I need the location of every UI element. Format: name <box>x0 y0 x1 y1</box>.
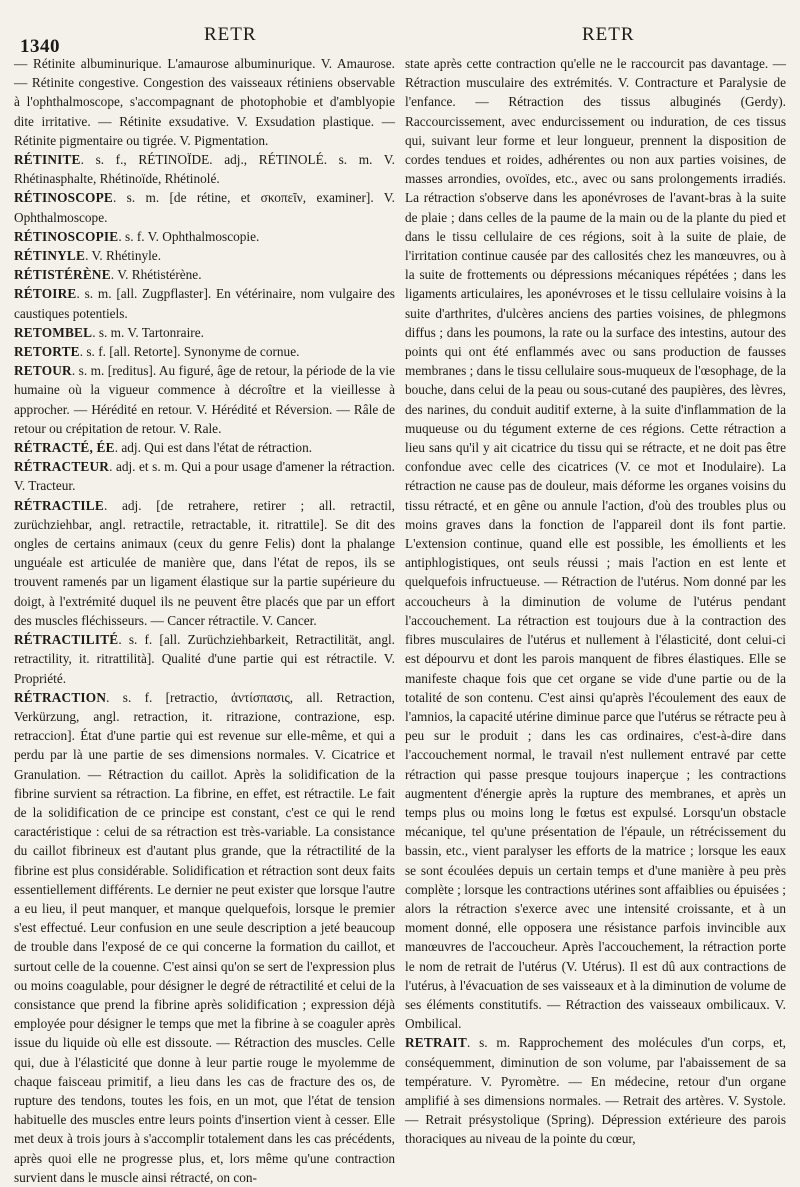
page-header <box>14 18 786 57</box>
entry-retombel: RETOMBEL. s. m. V. Tartonraire. <box>14 324 204 340</box>
page-number: 1340 <box>20 36 60 57</box>
right-column <box>405 54 786 1187</box>
entry-retracte: RÉTRACTÉ, ÉE. adj. Qui est dans l'état de rétraction. <box>14 440 313 456</box>
entry-retrait: RETRAIT. s. m. Rapprochement des molécules d'un corps, et, conséquemment, diminution de son volume, par l'abaissement de sa température. V. Pyromètre. — En médecine, retour d'un organe amplifié à ses dimensions normales. — Retrait des artères. V. Systole. — Retrait présystolique (Spring). Dépression extérieure des parois thoraciques au niveau de la pointe du cœur, <box>405 1035 786 1147</box>
entry-retractilite: RÉTRACTILITÉ. s. f. [all. Zurüchziehbarkeit, Retractilität, angl. retractility, it. ritrattilità]. Qualité d'une partie qui est rétractile. V. Propriété. <box>14 632 395 686</box>
entry-retinoscopie: RÉTINOSCOPIE. s. f. V. Ophthalmoscopie. <box>14 228 260 244</box>
entry-retinoscope: RÉTINOSCOPE. s. m. [de rétine, et σκοπεῖν, examiner]. V. Ophthalmoscope. <box>14 190 395 225</box>
headword: RÉTINITE <box>14 152 81 168</box>
headword: RÉTRACTILE <box>14 497 104 513</box>
headword: RÉTINYLE <box>14 248 86 264</box>
entry-retorte: RETORTE. s. f. [all. Retorte]. Synonyme de cornue. <box>14 344 300 360</box>
headword: RETOUR <box>14 363 72 379</box>
entry-retinite: RÉTINITE. s. f., RÉTINOÏDE. adj., RÉTINOLÉ. s. m. V. Rhétinasphalte, Rhétinoïde, Rhétinolé. <box>14 152 395 187</box>
headword: RÉTRACTION <box>14 689 107 705</box>
headword: RETRAIT <box>405 1035 467 1051</box>
running-head-left: RETR <box>204 24 257 45</box>
headword: RÉTRACTÉ, ÉE <box>14 440 115 456</box>
entry-retoire: RÉTOIRE. s. m. [all. Zugpflaster]. En vétérinaire, nom vulgaire des caustiques potentiels. <box>14 286 395 321</box>
headword: RÉTINOSCOPE <box>14 190 113 206</box>
running-head-right: RETR <box>582 24 635 45</box>
entry-retraction: RÉTRACTION. s. f. [retractio, ἀντίσπασις, all. Retraction, Verkürzung, angl. retraction, it. ritrazione, contrazione, esp. retraccion]. État d'une partie qui est revenue sur elle-même, et qui a perdu par là une partie de ses dimensions normales. V. Cicatrice et Granulation. — Rétraction du caillot. Après la solidification de la fibrine survient sa rétraction. La fibrine, en effet, est rétractile. Le fait de la solidification de ce principe est constant, c'est ce qui le rend caractéristique : celui de sa rétraction est très-variable. La consistance du caillot fibrineux est d'autant plus grande, que la rétractilité de la fibrine est plus considérable. Solidification et rétraction sont deux faits essentiellement différents. Le dernier ne peut exister que lorsque l'autre a eu lieu, il peut manquer, et manque quelquefois, lorsque le premier s'est effectué. Leur confusion en une seule description a jeté beaucoup de trouble dans l'exposé de ce qui concerne la formation du caillot, et surtout celle de la couenne. C'est ainsi qu'on se sert de l'expression plus ou moins coagulable, pour désigner le degré de rétractilité et celui de la consistance que prend la fibrine après solidification ; expression déjà employée pour désigner le temps que met la fibrine à se coaguler après issue du liquide où elle est dissoute. — Rétraction des muscles. Celle qui, due à l'élasticité que donne à leur partie rouge le myolemme de chaque faisceau primitif, a lieu dans les cas de fracture des os, de rupture des tendons, toutes les fois, en un mot, que l'état de tension habituelle des muscles entre leurs points d'insertion vient à cesser. Elle met deux à trois jours à s'accomplir totalement dans les cas précédents, après quoi elle ne progresse plus, et, lors même qu'une contraction survient dans le muscle ainsi rétracté, on con- <box>14 689 395 1185</box>
headword: RÉTOIRE <box>14 286 77 302</box>
entry-retracteur: RÉTRACTEUR. adj. et s. m. Qui a pour usage d'amener la rétraction. V. Tracteur. <box>14 459 395 494</box>
left-column <box>14 54 395 1187</box>
headword: RÉTISTÉRÈNE <box>14 267 111 283</box>
headword: RETOMBEL <box>14 324 93 340</box>
headword: RÉTRACTEUR <box>14 459 110 475</box>
headword: RÉTRACTILITÉ <box>14 632 119 648</box>
entry-retisterene: RÉTISTÉRÈNE. V. Rhétistérène. <box>14 267 202 283</box>
text-columns <box>14 54 786 1187</box>
entry-retinite-cont: — Rétinite albuminurique. L'amaurose albuminurique. V. Amaurose. — Rétinite congestive. Congestion des vaisseaux rétiniens observable à l'ophthalmoscope, s'accompagnant de photophobie et d'amblyopie dite irritative. — Rétinite exsudative. V. Exsudation plastique. — Rétinite pigmentaire ou tigrée. V. Pigmentation. <box>14 56 395 148</box>
entry-retinyle: RÉTINYLE. V. Rhétinyle. <box>14 248 162 264</box>
headword: RETORTE <box>14 344 80 360</box>
entry-retraction-cont: state après cette contraction qu'elle ne le raccourcit pas davantage. — Rétraction musculaire des extrémités. V. Contracture et Paralysie de l'enfance. — Rétraction des tissus albuginés (Gerdy). Raccourcissement, avec endurcissement ou induration, de ces tissus qui, suivant leur forme et leur longueur, prennent la disposition de cordes tendues et roides, adhérentes ou non aux parties voisines, de masses arrondies, ovoïdes, etc., avec ou sans prolongements irradiés. La rétraction s'observe dans les aponévroses de l'avant-bras à la suite de plaie ; dans celles de la paume de la main ou de la plante du pied et dans le tissu cellulaire de ces régions, soit à la suite de plaie, de l'irritation continue causée par des callosités chez les manœuvres, ou à la suite de frottements ou dépressions mécaniques répétées ; dans les ligaments articulaires, les aponévroses et le tissu cellulaire voisins à la suite d'arthrites, d'ulcères anciens des parties voisines, de phlegmons diffus ; dans les poumons, la rate ou la surface des intestins, autour des points qui ont été enflammés avec ou sans production de fausses membranes ; dans le tissu cellulaire sous-muqueux de l'œsophage, de la bouche, dans celui de la peau ou sous-cutané des paupières, des lèvres, des narines, du conduit auditif externe, à la suite d'inflammation de la muqueuse ou du tégument externe de ces régions. Cette rétraction a lieu sans qu'il y ait cicatrice du tissu qui se rétracte, et ne doit pas être confondue avec celle des cicatrices (V. ce mot et Inodulaire). La rétraction ne cause pas de douleur, mais déforme les organes voisins du tissu rétracté, et en gêne ou annule l'action, d'où des troubles plus ou moins graves dans la fonction de l'appareil dont ils font partie. L'extension continue, quand elle est possible, les émollients et les antiphlogistiques, ont seuls réussi ; mais l'action en est lente et quelquefois infructueuse. — Rétraction de l'utérus. Nom donné par les accoucheurs à la diminution de volume de l'utérus pendant l'accouchement. La rétraction est toujours due à la contraction des fibres musculaires de l'utérus et nullement à l'élasticité, dont celui-ci est dépourvu et dont les parois manquent de fibres élastiques. Elle se manifeste chaque fois que cet organe se vide d'une partie ou de la totalité de son contenu. C'est ainsi qu'après l'écoulement des eaux de l'amnios, la capacité utérine diminue parce que l'utérus se rétracte peu à peu sur le produit ; dans les cas ordinaires, c'est-à-dire dans l'accouchement normal, le travail n'est nullement entravé par cette rétraction qui passe presque toujours inaperçue ; les contractions augmentent d'énergie après la rupture des membranes, et après un temps plus ou moins long le fœtus est expulsé. Lorsqu'un obstacle mécanique, tel qu'une présentation de l'épaule, un rétrécissement du bassin, etc., vient paralyser les efforts de la matrice ; lorsque les eaux se sont écoulées depuis un certain temps et d'une manière à peu près complète ; lorsque les contractions utérines sont affaiblies ou épuisées ; alors la rétraction s'exerce avec une intensité croissante, et à un moment donné, elle opposera une résistance parfois invincible aux manœuvres de l'accoucheur. Après l'accouchement, la rétraction porte le nom de retrait de l'utérus (V. Utérus). Il est dû aux contractions de l'utérus, à l'évacuation de ses vaisseaux et à la diminution de volume de ses éléments constitutifs. — Rétraction des vaisseaux ombilicaux. V. Ombilical. <box>405 56 786 1032</box>
entry-retour: RETOUR. s. m. [reditus]. Au figuré, âge de retour, la période de la vie humaine où la vigueur commence à décroître et la vieillesse à approcher. — Hérédité en retour. V. Hérédité et Réversion. — Râle de retour ou crépitation de retour. V. Rale. <box>14 363 395 436</box>
headword: RÉTINOSCOPIE <box>14 228 119 244</box>
entry-retractile: RÉTRACTILE. adj. [de retrahere, retirer ; all. retractil, zurüchziehbar, angl. retractile, retractable, it. ritrattile]. Se dit des ongles de certains animaux (ceux du genre Felis) dont la phalange unguéale est articulée de manière que, dans l'état de repos, ils se trouvent ramenés par un ligament élastique sur la partie supérieure du doigt, à l'extrémité duquel ils ne peuvent être placés que par un effort des muscles fléchisseurs. — Cancer rétractile. V. Cancer. <box>14 497 395 628</box>
